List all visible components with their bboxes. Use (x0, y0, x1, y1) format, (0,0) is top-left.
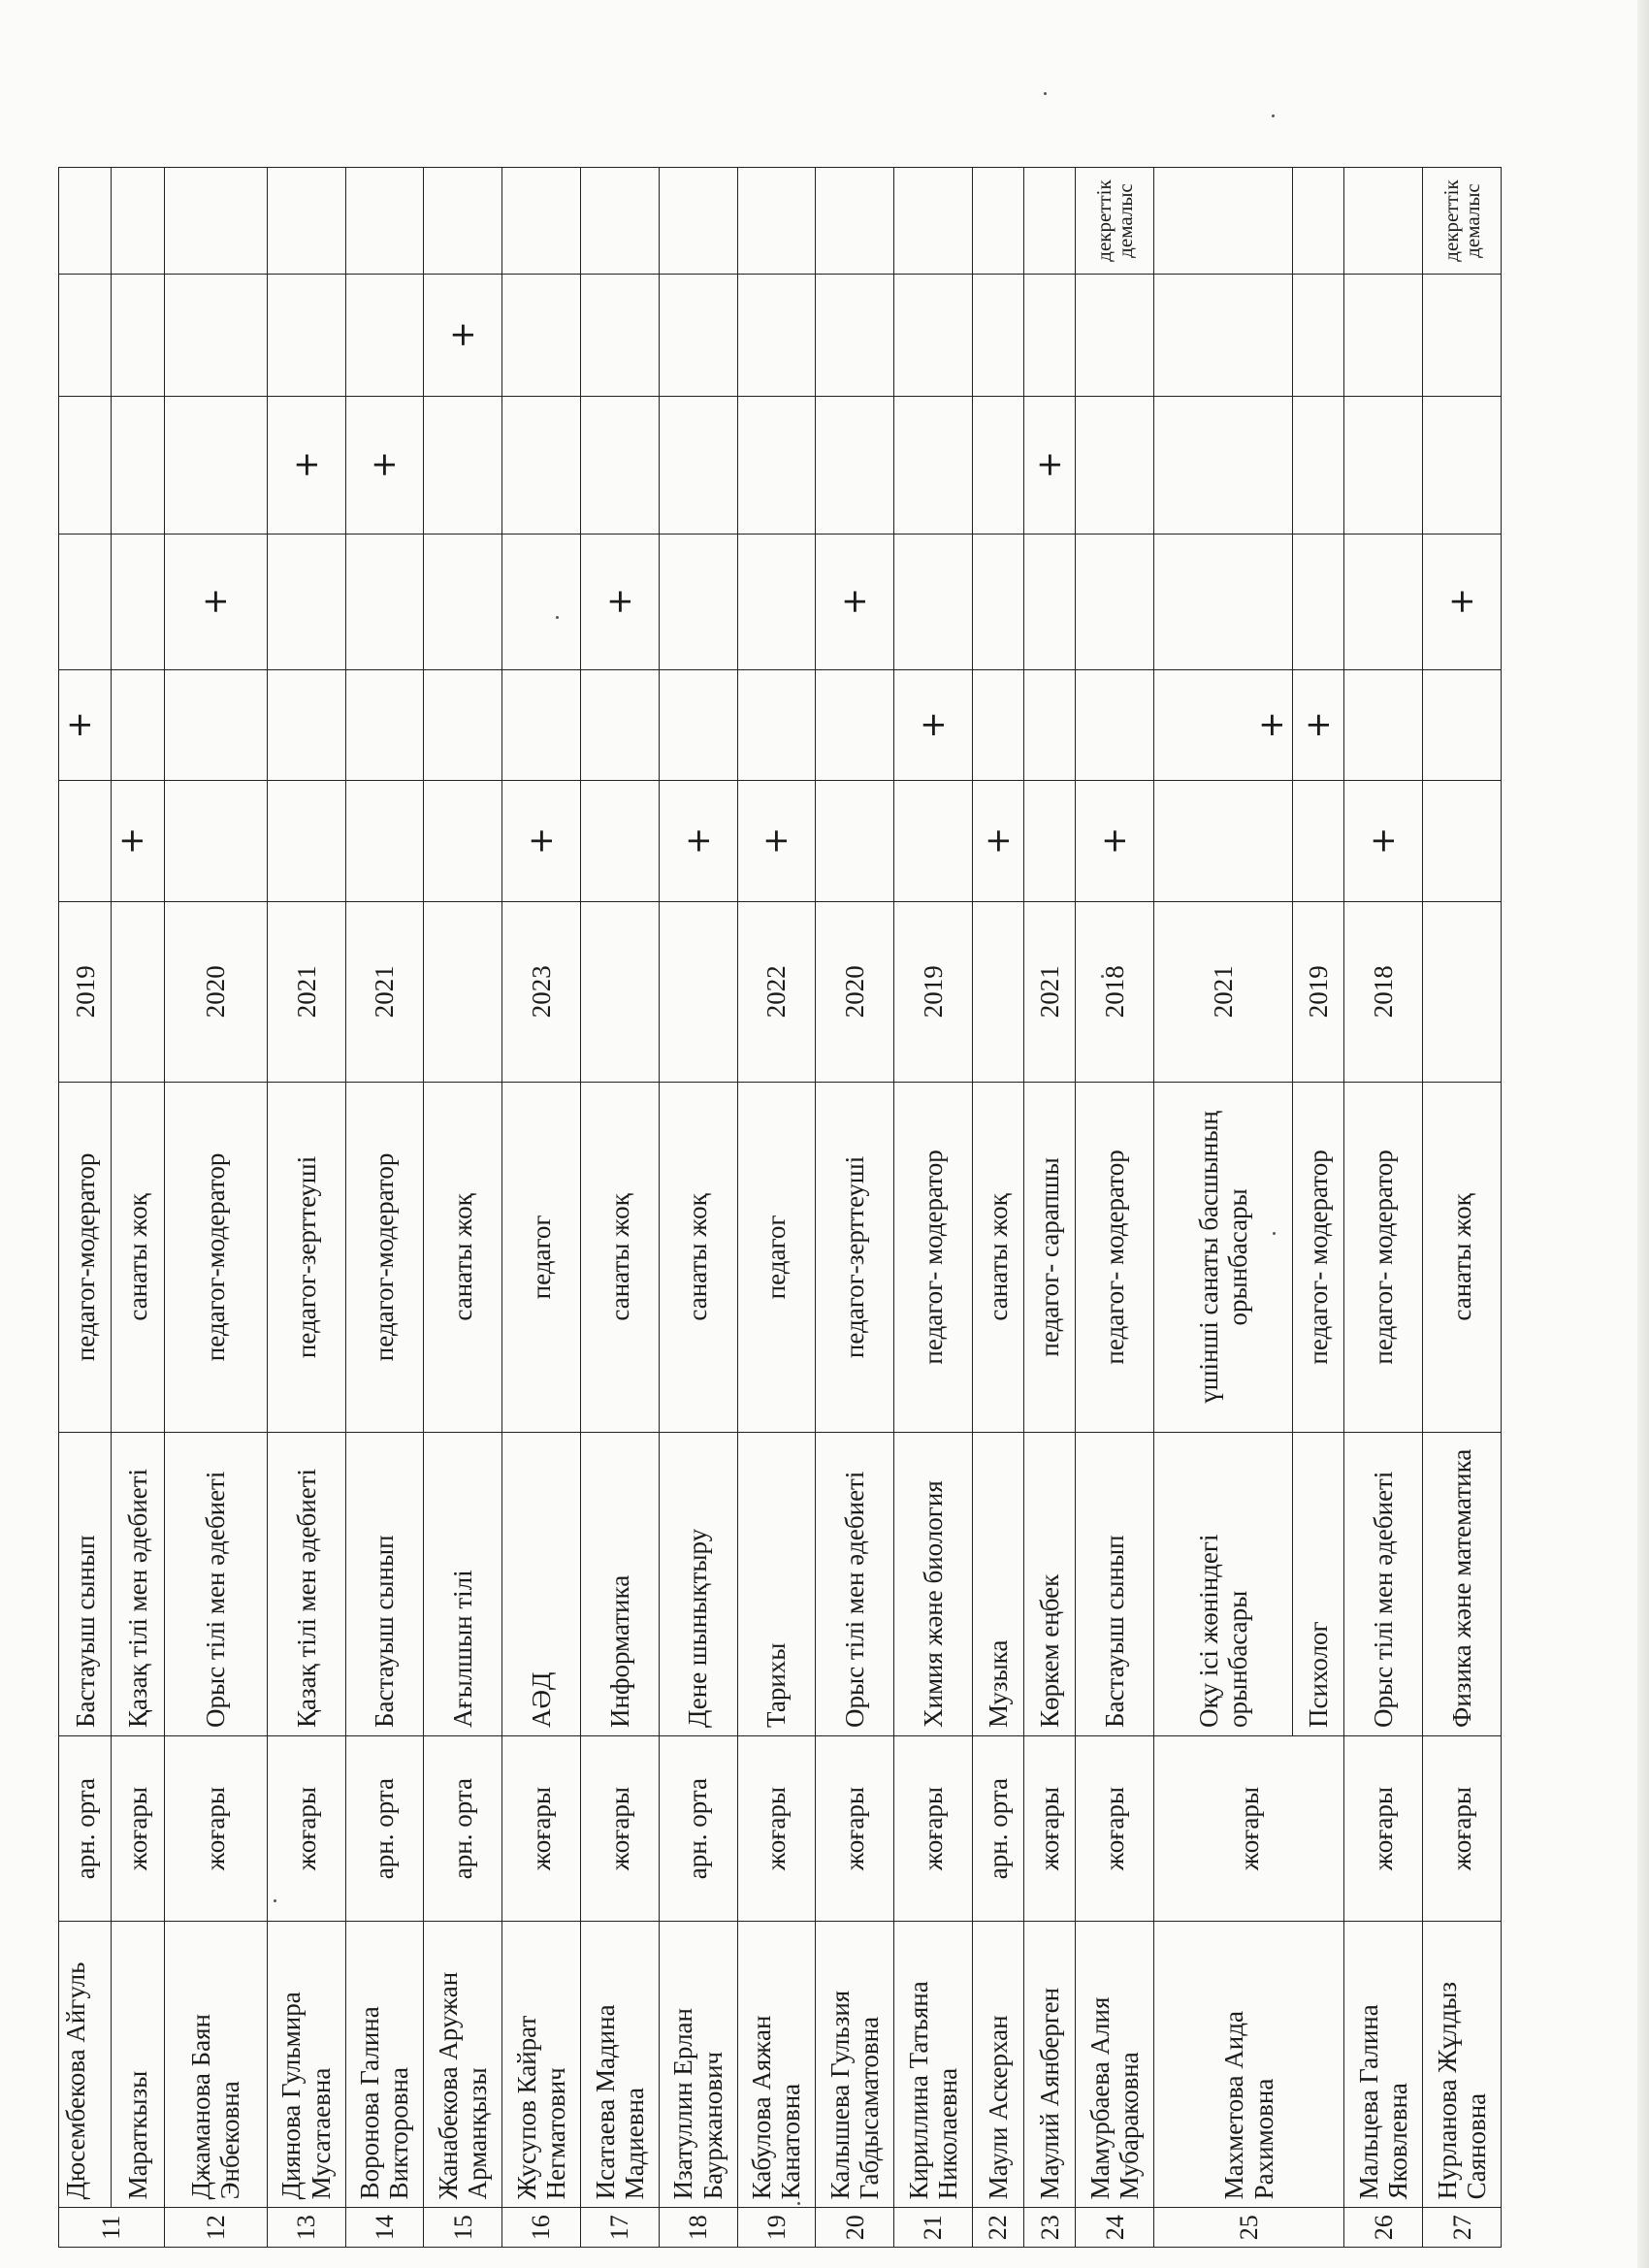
table-row (1423, 168, 1502, 2248)
subject-cell: Ағылшын тілі (424, 1432, 502, 1735)
row-number: 18 (659, 2208, 737, 2248)
mark-cell (972, 275, 1023, 396)
subject-cell: Дене шынықтыру (659, 1432, 737, 1735)
year-cell: 2021 (345, 901, 424, 1082)
mark-cell (580, 275, 659, 396)
note-cell (972, 168, 1023, 275)
row-number: 21 (894, 2208, 973, 2248)
category-cell: санаты жоқ (580, 1082, 659, 1432)
year-cell (972, 901, 1023, 1082)
table-row (1024, 168, 1076, 2248)
table-row (894, 168, 973, 2248)
year-cell: 2018 (1344, 901, 1423, 1082)
mark-cell (1154, 781, 1293, 901)
mark-cell (267, 275, 345, 396)
subject-cell: Музыка (972, 1432, 1023, 1735)
mark-cell (1154, 396, 1293, 534)
subject-cell: Қазақ тілі мен әдебиеті (267, 1432, 345, 1735)
category-cell: педагог (737, 1082, 816, 1432)
category-cell: педагог- модератор (894, 1082, 973, 1432)
mark-cell: + (502, 781, 581, 901)
mark-cell: + (1024, 396, 1076, 534)
mark-cell (1293, 275, 1344, 396)
teacher-name: Воронова Галина Викторовна (345, 1922, 424, 2208)
mark-cell (1344, 396, 1423, 534)
mark-cell (1423, 669, 1502, 781)
maternity-leave-note: декреттік демалыс (1423, 168, 1502, 275)
education-cell: жоғары (1423, 1735, 1502, 1921)
category-cell: санаты жоқ (659, 1082, 737, 1432)
mark-cell: + (59, 669, 112, 781)
row-number: 11 (59, 2208, 165, 2248)
teacher-name: Кабулова Аяжан Канатовна (737, 1922, 816, 2208)
subject-cell: Физика және математика (1423, 1432, 1502, 1735)
category-cell: педагог- модератор (1344, 1082, 1423, 1432)
row-number: 19 (737, 2208, 816, 2248)
mark-cell (1344, 534, 1423, 669)
mark-cell: + (1293, 669, 1344, 781)
mark-cell (580, 669, 659, 781)
mark-cell (1293, 534, 1344, 669)
category-cell: санаты жоқ (972, 1082, 1023, 1432)
mark-cell (59, 275, 112, 396)
education-cell: жоғары (112, 1735, 164, 1921)
scan-speck (1044, 92, 1047, 95)
mark-cell (1293, 396, 1344, 534)
education-cell: жоғары (816, 1735, 894, 1921)
row-number: 16 (502, 2208, 581, 2248)
year-cell: 2019 (894, 901, 973, 1082)
mark-cell (816, 781, 894, 901)
row-number: 15 (424, 2208, 502, 2248)
teacher-name: Диянова Гульмира Мусатаевна (267, 1922, 345, 2208)
teacher-name: Мараткызы (112, 1922, 164, 2208)
subject-cell: Бастауыш сынып (1076, 1432, 1154, 1735)
mark-cell (164, 275, 267, 396)
mark-cell (424, 534, 502, 669)
note-cell (424, 168, 502, 275)
subject-cell: Тарихы (737, 1432, 816, 1735)
mark-cell (580, 396, 659, 534)
teacher-name: Кириллина Татьяна Николаевна (894, 1922, 973, 2208)
mark-cell (502, 275, 581, 396)
category-cell: санаты жоқ (1423, 1082, 1502, 1432)
mark-cell: + (164, 534, 267, 669)
row-number: 26 (1344, 2208, 1423, 2248)
mark-cell (1076, 534, 1154, 669)
mark-cell (164, 396, 267, 534)
mark-cell (502, 534, 581, 669)
mark-cell (424, 669, 502, 781)
mark-cell (345, 275, 424, 396)
mark-cell: + (1344, 781, 1423, 901)
year-cell (424, 901, 502, 1082)
mark-cell (1423, 396, 1502, 534)
subject-cell: Информатика (580, 1432, 659, 1735)
mark-cell (424, 396, 502, 534)
category-cell: педагог-зерттеуші (267, 1082, 345, 1432)
teacher-name: Маули Аскерхан (972, 1922, 1023, 2208)
teacher-name: Изатуллин Ерлан Бауржанович (659, 1922, 737, 2208)
table-row (1154, 168, 1293, 2248)
row-number: 20 (816, 2208, 894, 2248)
table-row (164, 168, 267, 2248)
mark-cell: + (112, 781, 164, 901)
mark-cell (894, 275, 973, 396)
mark-cell (894, 534, 973, 669)
year-cell: 2020 (164, 901, 267, 1082)
mark-cell (1024, 275, 1076, 396)
education-cell: жоғары (580, 1735, 659, 1921)
category-cell: педагог (502, 1082, 581, 1432)
mark-cell (816, 396, 894, 534)
category-cell: педагог-зерттеуші (816, 1082, 894, 1432)
mark-cell (659, 534, 737, 669)
mark-cell (59, 534, 112, 669)
education-cell: арн. орта (59, 1735, 112, 1921)
mark-cell (112, 396, 164, 534)
note-cell (267, 168, 345, 275)
note-cell (1344, 168, 1423, 275)
subject-cell: Орыс тілі мен әдебиеті (164, 1432, 267, 1735)
year-cell (659, 901, 737, 1082)
note-cell (894, 168, 973, 275)
year-cell: 2021 (267, 901, 345, 1082)
teacher-name: Жанабекова Аружан Арманқызы (424, 1922, 502, 2208)
mark-cell (972, 396, 1023, 534)
mark-cell (737, 534, 816, 669)
row-number: 17 (580, 2208, 659, 2248)
teacher-name: Калышева Гульзия Габдысаматовна (816, 1922, 894, 2208)
note-cell (1293, 168, 1344, 275)
note-cell (502, 168, 581, 275)
mark-cell (267, 534, 345, 669)
mark-cell (580, 781, 659, 901)
mark-cell (1076, 275, 1154, 396)
note-cell (164, 168, 267, 275)
mark-cell: + (424, 275, 502, 396)
education-cell: жоғары (1154, 1735, 1344, 1921)
mark-cell (502, 396, 581, 534)
mark-cell (737, 669, 816, 781)
education-cell: арн. орта (659, 1735, 737, 1921)
subject-cell: Бастауыш сынып (59, 1432, 112, 1735)
mark-cell (345, 781, 424, 901)
mark-cell (112, 534, 164, 669)
mark-cell (659, 275, 737, 396)
teacher-name: Мамурбаева Алия Мубараковна (1076, 1922, 1154, 2208)
mark-cell: + (267, 396, 345, 534)
mark-cell (659, 396, 737, 534)
note-cell (580, 168, 659, 275)
table-row (659, 168, 737, 2248)
education-cell: арн. орта (345, 1735, 424, 1921)
education-cell: жоғары (164, 1735, 267, 1921)
mark-cell (424, 781, 502, 901)
table-row (112, 168, 164, 2248)
teacher-name: Мальцева Галина Яковлевна (1344, 1922, 1423, 2208)
note-cell (737, 168, 816, 275)
education-cell: арн. орта (972, 1735, 1023, 1921)
mark-cell (816, 275, 894, 396)
education-cell: жоғары (1076, 1735, 1154, 1921)
category-cell: санаты жоқ (112, 1082, 164, 1432)
mark-cell (737, 275, 816, 396)
teacher-name: Махметова Аида Рахимовна (1154, 1922, 1344, 2208)
year-cell: 2021 (1154, 901, 1293, 1082)
mark-cell (267, 781, 345, 901)
row-number: 22 (972, 2208, 1023, 2248)
mark-cell (1076, 669, 1154, 781)
mark-cell (737, 396, 816, 534)
row-number: 24 (1076, 2208, 1154, 2248)
mark-cell (894, 781, 973, 901)
mark-cell (1024, 669, 1076, 781)
category-cell: педагог-модератор (59, 1082, 112, 1432)
year-cell (580, 901, 659, 1082)
year-cell: 2018 (1076, 901, 1154, 1082)
mark-cell (1076, 396, 1154, 534)
mark-cell: + (972, 781, 1023, 901)
mark-cell (345, 669, 424, 781)
category-cell: педагог- модератор (1293, 1082, 1344, 1432)
mark-cell (1423, 275, 1502, 396)
row-number: 14 (345, 2208, 424, 2248)
education-cell: жоғары (737, 1735, 816, 1921)
teacher-name: Исатаева Мадина Мадиевна (580, 1922, 659, 2208)
year-cell (112, 901, 164, 1082)
teacher-name: Жусупов Кайрат Негматович (502, 1922, 581, 2208)
subject-cell: Қазақ тілі мен әдебиеті (112, 1432, 164, 1735)
teacher-name: Маулий Аянберген (1024, 1922, 1076, 2208)
mark-cell: + (737, 781, 816, 901)
mark-cell (1293, 781, 1344, 901)
table-row (502, 168, 581, 2248)
subject-cell: Оқу ісі жөніндегі орынбасары (1154, 1432, 1293, 1735)
mark-cell (345, 534, 424, 669)
table-row (267, 168, 345, 2248)
table-row (580, 168, 659, 2248)
teacher-table (58, 167, 1502, 2248)
mark-cell (1024, 534, 1076, 669)
education-cell: жоғары (894, 1735, 973, 1921)
row-number: 13 (267, 2208, 345, 2248)
table-row (816, 168, 894, 2248)
table-row (345, 168, 424, 2248)
subject-cell: Көркем еңбек (1024, 1432, 1076, 1735)
mark-cell (972, 669, 1023, 781)
subject-cell: Химия және биология (894, 1432, 973, 1735)
table-row (972, 168, 1023, 2248)
category-cell: педагог-модератор (164, 1082, 267, 1432)
table-row (1344, 168, 1423, 2248)
scan-edge (1637, 0, 1649, 2268)
mark-cell (1423, 781, 1502, 901)
mark-cell (164, 669, 267, 781)
subject-cell: АӘД (502, 1432, 581, 1735)
year-cell: 2021 (1024, 901, 1076, 1082)
note-cell (345, 168, 424, 275)
table-row (1076, 168, 1154, 2248)
subject-cell: Орыс тілі мен әдебиеті (1344, 1432, 1423, 1735)
table-row (737, 168, 816, 2248)
mark-cell: + (1154, 669, 1293, 781)
education-cell: жоғары (502, 1735, 581, 1921)
note-cell (1154, 168, 1293, 275)
mark-cell (816, 669, 894, 781)
teacher-name: Джаманова Баян Энбековна (164, 1922, 267, 2208)
year-cell: 2019 (1293, 901, 1344, 1082)
year-cell: 2019 (59, 901, 112, 1082)
mark-cell: + (1423, 534, 1502, 669)
table-row (59, 168, 112, 2248)
note-cell (59, 168, 112, 275)
note-cell (659, 168, 737, 275)
year-cell: 2022 (737, 901, 816, 1082)
mark-cell (59, 396, 112, 534)
year-cell (1423, 901, 1502, 1082)
mark-cell (267, 669, 345, 781)
mark-cell (894, 396, 973, 534)
note-cell (816, 168, 894, 275)
teacher-name: Дюсембекова Айгуль (59, 1922, 112, 2208)
row-number: 12 (164, 2208, 267, 2248)
maternity-leave-note: декреттік демалыс (1076, 168, 1154, 275)
mark-cell (164, 781, 267, 901)
category-cell: үшінші санаты басшының орынбасары (1154, 1082, 1293, 1432)
category-cell: педагог- сарапшы (1024, 1082, 1076, 1432)
mark-cell: + (345, 396, 424, 534)
mark-cell: + (816, 534, 894, 669)
subject-cell: Психолог (1293, 1432, 1344, 1735)
mark-cell: + (894, 669, 973, 781)
mark-cell (1154, 275, 1293, 396)
year-cell: 2023 (502, 901, 581, 1082)
mark-cell (1024, 781, 1076, 901)
mark-cell: + (580, 534, 659, 669)
table-row (424, 168, 502, 2248)
row-number: 25 (1154, 2208, 1344, 2248)
year-cell: 2020 (816, 901, 894, 1082)
mark-cell (972, 534, 1023, 669)
mark-cell (59, 781, 112, 901)
mark-cell: + (659, 781, 737, 901)
mark-cell (112, 275, 164, 396)
note-cell (1024, 168, 1076, 275)
mark-cell (1344, 669, 1423, 781)
education-cell: арн. орта (424, 1735, 502, 1921)
row-number: 23 (1024, 2208, 1076, 2248)
teacher-table-sheet (58, 167, 1502, 2248)
education-cell: жоғары (267, 1735, 345, 1921)
mark-cell (1154, 534, 1293, 669)
education-cell: жоғары (1344, 1735, 1423, 1921)
mark-cell (1344, 275, 1423, 396)
row-number: 27 (1423, 2208, 1502, 2248)
subject-cell: Бастауыш сынып (345, 1432, 424, 1735)
scan-speck (1272, 114, 1275, 117)
note-cell (112, 168, 164, 275)
teacher-name: Нурланова Жұлдыз Саяновна (1423, 1922, 1502, 2208)
mark-cell: + (1076, 781, 1154, 901)
mark-cell (659, 669, 737, 781)
mark-cell (502, 669, 581, 781)
category-cell: педагог-модератор (345, 1082, 424, 1432)
subject-cell: Орыс тілі мен әдебиеті (816, 1432, 894, 1735)
category-cell: педагог- модератор (1076, 1082, 1154, 1432)
category-cell: санаты жоқ (424, 1082, 502, 1432)
education-cell: жоғары (1024, 1735, 1076, 1921)
mark-cell (112, 669, 164, 781)
